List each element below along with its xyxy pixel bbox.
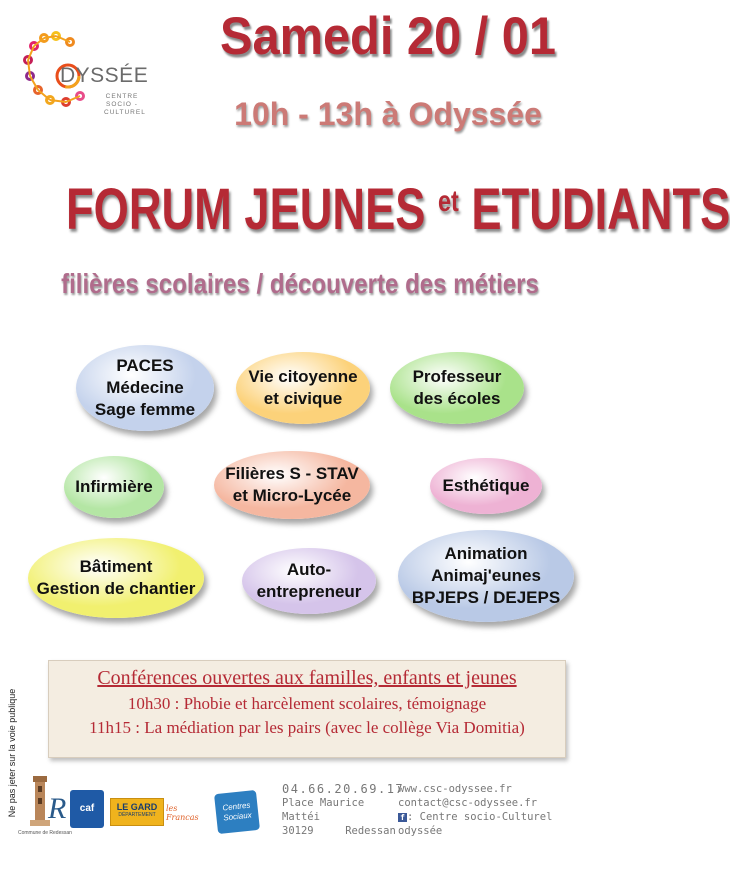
phone-number: 04.66.20.69.17: [282, 782, 405, 796]
event-date: Samedi 20 / 01: [219, 7, 557, 66]
topic-oval-filieres: [214, 451, 370, 519]
facebook-row[interactable]: [398, 810, 596, 838]
side-note: Ne pas jeter sur la voie publique: [7, 688, 17, 818]
logo-tagline-line: CENTRE: [105, 93, 139, 100]
topic-line: Sage femme: [94, 400, 196, 419]
website-link[interactable]: www.csc-odyssee.fr: [398, 783, 512, 795]
conferences-title: Conférences ouvertes aux familles, enfants et jeunes: [97, 667, 517, 689]
commune-r-logo: R: [48, 792, 67, 825]
forum-title-connector: et: [438, 185, 459, 218]
topic-line: Médecine: [106, 378, 184, 397]
topic-line: PACES: [116, 356, 174, 375]
topic-line: et civique: [263, 389, 343, 408]
topic-line: Infirmière: [75, 477, 153, 496]
topic-line: Auto-: [286, 560, 332, 579]
topic-oval-auto-entrepreneur: [242, 548, 376, 614]
topic-line: Esthétique: [442, 476, 530, 495]
topic-line: des écoles: [413, 389, 501, 408]
online-block: [398, 782, 596, 838]
caf-logo: caf: [70, 790, 104, 828]
topic-line: Professeur: [412, 367, 502, 386]
topic-oval-batiment: [28, 538, 204, 618]
facebook-label: : Centre socio-Culturel odyssée: [398, 811, 553, 837]
topic-oval-citoyennete: [236, 352, 370, 424]
topic-line: entrepreneur: [256, 582, 362, 601]
conference-item: 11h15 : La médiation par les pairs (avec le collège Via Domitia): [89, 718, 525, 737]
commune-label: Commune de Redessan: [18, 830, 72, 836]
conferences-box: [48, 660, 566, 758]
topic-oval-animation: [398, 530, 574, 622]
topic-line: Filières S - STAV: [225, 464, 359, 483]
logo-tagline-line: CULTUREL: [104, 109, 146, 116]
address-city-line: [282, 824, 396, 838]
topic-line: Bâtiment: [79, 557, 153, 576]
email-link[interactable]: contact@csc-odyssee.fr: [398, 797, 538, 809]
centres-sociaux-logo: Centres Sociaux: [214, 790, 260, 834]
forum-subtitle: filières scolaires / découverte des métiers: [61, 268, 539, 299]
forum-title-part1: FORUM JEUNES: [66, 177, 426, 242]
forum-title-part2: ETUDIANTS: [471, 177, 730, 242]
le-gard-logo: [110, 798, 164, 826]
address-line: Place Maurice Mattéi: [282, 797, 365, 823]
topic-oval-esthetique: [430, 458, 542, 514]
logo-name: DYSSÉE: [60, 64, 149, 87]
logo-tagline: [104, 93, 146, 117]
topic-oval-infirmiere: [64, 456, 164, 518]
address-block: [282, 782, 405, 838]
facebook-icon: f: [398, 813, 407, 822]
topic-line: Gestion de chantier: [36, 579, 196, 598]
topic-oval-professeur: [390, 352, 524, 424]
le-gard-label: LE GARD: [116, 802, 158, 812]
forum-title: [66, 176, 730, 243]
topic-line: Animaj'eunes: [431, 566, 541, 585]
topic-line: Vie citoyenne: [248, 367, 358, 386]
event-time: 10h - 13h à Odyssée: [234, 96, 542, 132]
topic-oval-paces: [76, 345, 214, 431]
topic-line: BPJEPS / DEJEPS: [411, 588, 561, 607]
le-gard-sub: DÉPARTEMENT: [118, 812, 156, 818]
topic-line: Animation: [444, 544, 528, 563]
city: Redessan: [345, 825, 396, 837]
conference-item: 10h30 : Phobie et harcèlement scolaires, témoignage: [127, 694, 487, 713]
francas-logo: les Francas: [166, 804, 199, 822]
topic-line: et Micro-Lycée: [232, 486, 352, 505]
postal-code: 30129: [282, 825, 314, 837]
logo-tagline-line: SOCIO -: [106, 101, 138, 108]
